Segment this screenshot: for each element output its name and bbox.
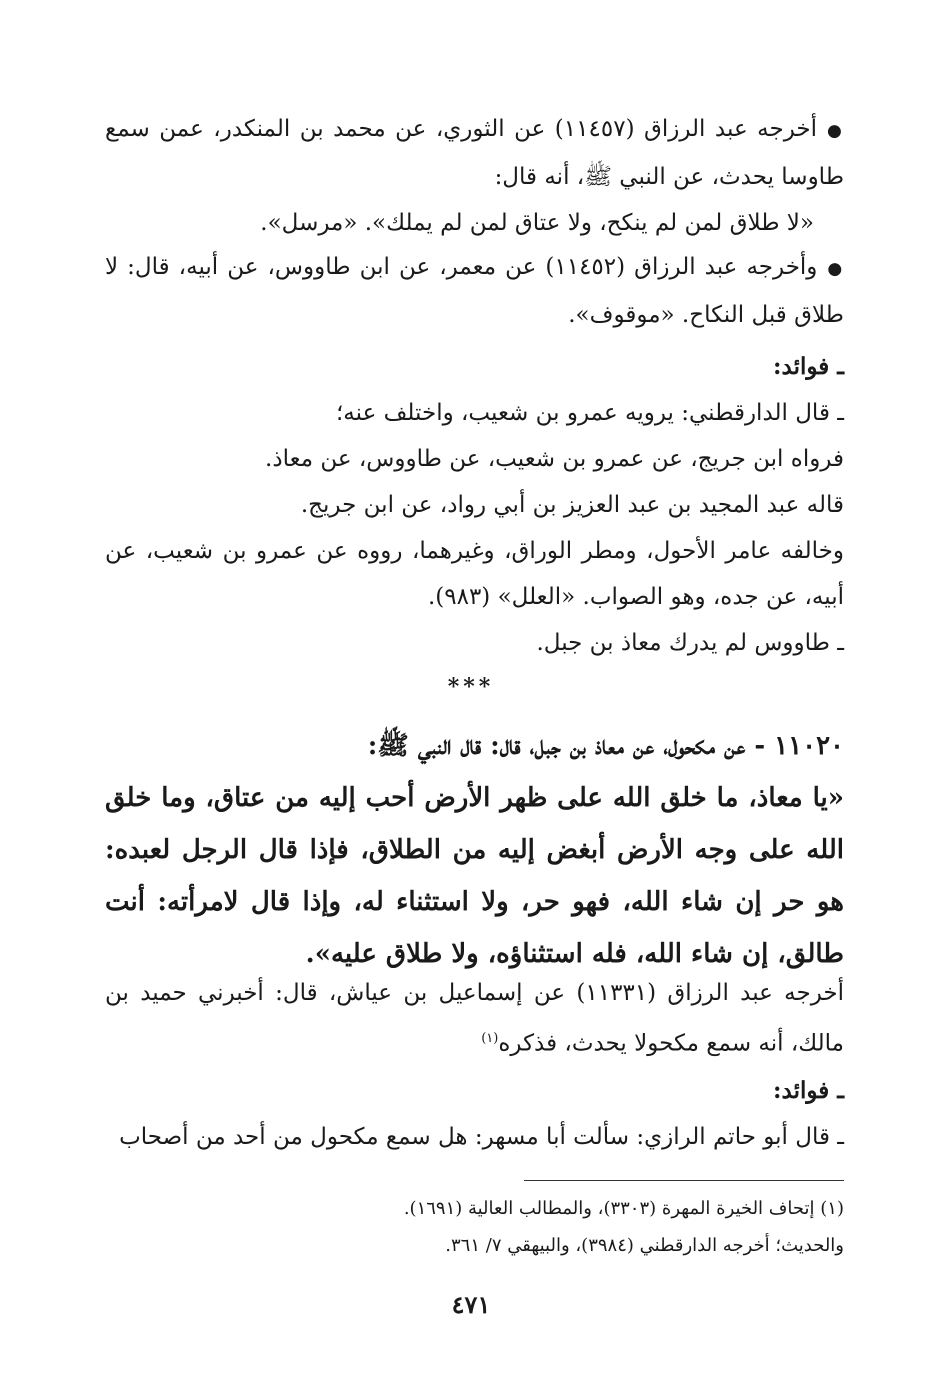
takhrij-block-3 (105, 970, 844, 1067)
page-number: ٤٧١ (451, 1290, 491, 1319)
bullet-icon: ● (827, 121, 845, 141)
fawaid-line: ـ قال الدارقطني: يرويه عمرو بن شعيب، واختلف عنه؛ (336, 400, 844, 426)
fawaid-line: وخالفه عامر الأحول، ومطر الوراق، وغيرهما، رووه عن عمرو بن شعيب، عن أبيه، عن جده، وهو الصواب. «العلل» (٩٨٣). (105, 538, 844, 610)
footnote-item: (١) إتحاف الخيرة المهرة (٣٣٠٣)، والمطالب العالية (١٦٩١). (403, 1198, 844, 1219)
takhrij-text-2: وأخرجه عبد الرزاق (١١٤٥٢) عن معمر، عن ابن طاووس، عن أبيه، قال: لا طلاق قبل النكاح. «موقوف». (105, 254, 844, 328)
takhrij-text-1: أخرجه عبد الرزاق (١١٤٥٧) عن الثوري، عن محمد بن المنكدر، عمن سمع طاوسا يحدث، عن النبي ﷺ، أنه قال: (105, 116, 844, 190)
fawaid-line: قاله عبد المجيد بن عبد العزيز بن أبي رواد، عن ابن جريج. (300, 492, 844, 518)
mursal-quote: «لا طلاق لمن لم ينكح، ولا عتاق لمن لم يملك». «مرسل». (260, 210, 814, 236)
footnotes (105, 1190, 844, 1264)
fawaid-section-1 (105, 344, 844, 666)
fawaid-line: فرواه ابن جريج، عن عمرو بن شعيب، عن طاووس، عن معاذ. (265, 446, 844, 472)
fawaid-line: ـ طاووس لم يدرك معاذ بن جبل. (536, 630, 844, 656)
footnote-divider (524, 1180, 844, 1181)
hadith-block (105, 720, 844, 980)
section-separator: *** (447, 674, 495, 700)
fawaid-section-2 (105, 1068, 844, 1160)
fawaid-heading: ـ فوائد: (773, 1077, 844, 1104)
footnote-ref: (١) (481, 1031, 499, 1046)
hadith-header: ١١٠٢٠ - عن مكحول، عن معاذ بن جبل، قال: قال النبي ﷺ: (367, 731, 844, 761)
footnote-item: والحديث؛ أخرجه الدارقطني (٣٩٨٤)، والبيهقي ٧/ ٣٦١. (445, 1235, 844, 1256)
bullet-icon: ● (827, 259, 844, 279)
takhrij-text-3: أخرجه عبد الرزاق (١١٣٣١) عن إسماعيل بن عياش، قال: أخبرني حميد بن مالك، أنه سمع مكحولا يحدث، فذكره (105, 980, 844, 1057)
fawaid-heading: ـ فوائد: (773, 353, 844, 380)
fawaid-line: ـ قال أبو حاتم الرازي: سألت أبا مسهر: هل سمع مكحول من أحد من أصحاب (119, 1124, 844, 1150)
hadith-text: «يا معاذ، ما خلق الله على ظهر الأرض أحب إليه من عتاق، وما خلق الله على وجه الأرض أبغض إليه من الطلاق، فإذا قال الرجل لعبده: هو حر إن شاء الله، فهو حر، ولا استثناء له، وإذا قال لامرأته: أنت طالق، إن شاء الله، فله استثناؤه، ولا طلاق عليه». (105, 783, 844, 969)
takhrij-block-2 (105, 244, 844, 338)
takhrij-block-1 (105, 106, 844, 246)
